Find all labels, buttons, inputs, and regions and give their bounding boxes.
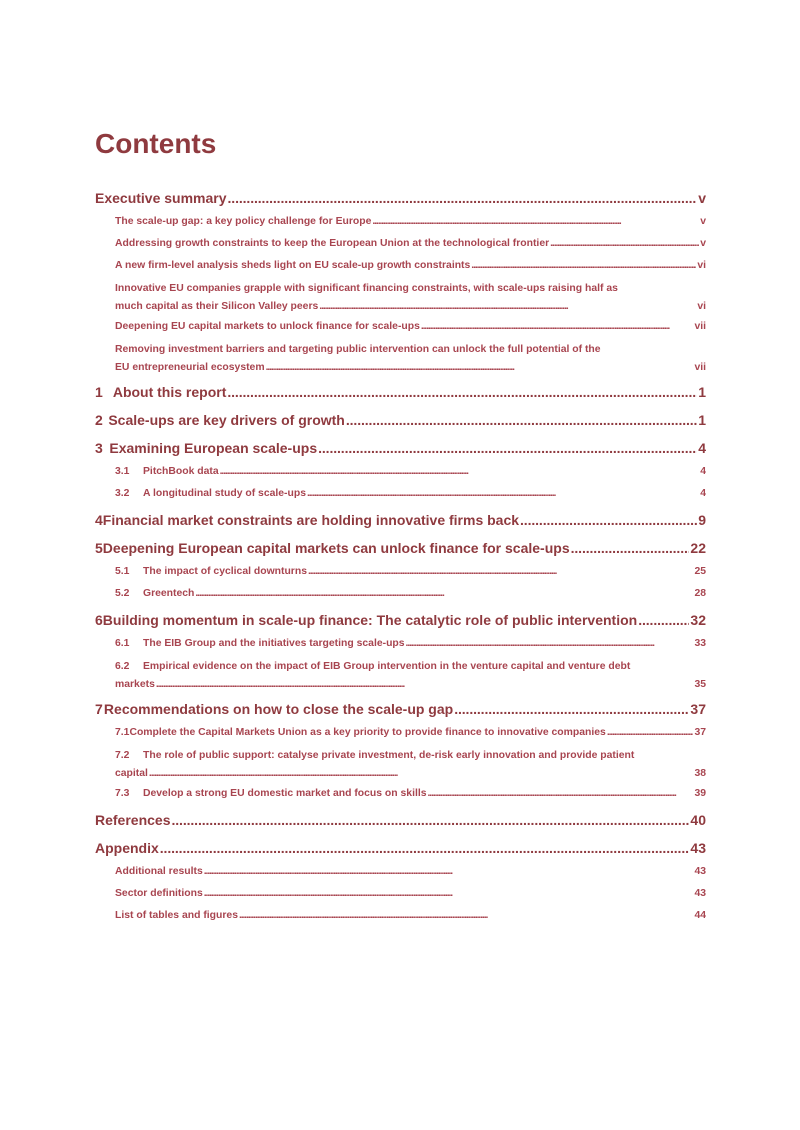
toc-page: 25 [694,565,706,577]
toc-label: A new firm-level analysis sheds light on EU scale-up growth constraints [115,259,471,271]
toc-entry-section-1[interactable] [95,380,706,404]
toc-label: The EIB Group and the initiatives targeting scale-ups [143,637,405,649]
toc-entry-section-3[interactable] [95,436,706,460]
toc-page: 43 [694,865,706,877]
toc-number: 6 [95,612,103,628]
toc-page: 33 [694,637,706,649]
toc-page: v [700,215,706,227]
toc-entry-growth-constraints[interactable] [95,232,706,254]
page-title: Contents [95,128,217,159]
toc-number: 4 [95,512,103,528]
toc-entry-section-6-2[interactable] [95,659,706,693]
toc-page: 44 [694,909,706,921]
toc-label-line1: Empirical evidence on the impact of EIB Group intervention in the venture capital and venture debt [143,661,631,672]
toc-label: List of tables and figures [115,909,238,921]
toc-page: 4 [700,465,706,477]
toc-entry-section-5-1[interactable] [95,560,706,582]
toc-page: 37 [694,726,706,738]
toc-label-line2: much capital as their Silicon Valley peers [115,300,319,312]
toc-label-line2: capital [115,767,148,779]
toc-number: 3 [95,440,103,456]
toc-page: 40 [690,812,706,828]
toc-number: 7.3 [115,787,130,799]
toc-label-line1: The role of public support: catalyse private investment, de-risk early innovation and provide patient [143,750,635,761]
toc-page: 37 [690,701,706,717]
toc-entry-section-6-1[interactable] [95,632,706,654]
toc-page: 38 [694,767,706,779]
toc-label: PitchBook data [143,465,219,477]
toc-entry-sector-definitions[interactable] [95,882,706,904]
toc-entry-appendix[interactable] [95,836,706,860]
toc-page: 43 [694,887,706,899]
toc-page: 35 [694,678,706,690]
toc-label: Financial market constraints are holding innovative firms back [102,512,520,528]
toc-label: The scale-up gap: a key policy challenge for Europe [115,215,372,227]
toc-number: 7 [95,701,103,717]
toc-entry-list-of-tables-figures[interactable] [95,904,706,926]
toc-entry-section-2[interactable] [95,408,706,432]
toc-label: A longitudinal study of scale-ups [143,487,306,499]
toc-page: 9 [698,512,706,528]
toc-page: vi [697,300,706,312]
toc-label: Greentech [143,587,195,599]
toc-entry-additional-results[interactable] [95,860,706,882]
toc-entry-scale-up-gap[interactable] [95,210,706,232]
toc-label-line1: Innovative EU companies grapple with significant financing constraints, with scale-ups raising half as [115,283,618,294]
toc-label: Addressing growth constraints to keep the European Union at the technological frontier [115,237,550,249]
toc-entry-section-7[interactable] [95,697,706,721]
toc-entry-financing-constraints[interactable] [95,281,706,315]
toc-number: 7.2 [115,750,130,761]
toc-page: 4 [700,487,706,499]
toc-entry-references[interactable] [95,808,706,832]
toc-label-line2: EU entrepreneurial ecosystem [115,361,265,373]
toc-page: 43 [690,840,706,856]
toc-label: Examining European scale-ups [109,440,318,456]
toc-page: v [700,237,706,249]
toc-page: v [698,190,706,206]
toc-label: Additional results [115,865,203,877]
toc-page: 28 [694,587,706,599]
toc-label: Appendix [95,840,159,856]
toc-label: Complete the Capital Markets Union as a key priority to provide finance to innovative companies [129,726,606,738]
toc-number: 5.1 [115,565,130,577]
toc-entry-section-7-1[interactable] [95,721,706,743]
toc-label: Executive summary [95,190,227,206]
toc-entry-removing-investment-barriers[interactable] [95,342,706,376]
toc-entry-deepening-eu-capital-markets[interactable] [95,315,706,337]
toc-page: 4 [698,440,706,456]
toc-label: Recommendations on how to close the scale-up gap [103,701,454,717]
toc-entry-section-6[interactable] [95,608,706,632]
toc-page: 1 [698,412,706,428]
toc-entry-section-3-1[interactable] [95,460,706,482]
toc-label: Deepening European capital markets can unlock finance for scale-ups [102,540,570,556]
toc-entry-section-5-2[interactable] [95,582,706,604]
toc-number: 3.1 [115,465,130,477]
toc-page: 1 [698,384,706,400]
toc-page: 22 [690,540,706,556]
toc-number: 6.2 [115,661,130,672]
toc-entry-section-7-3[interactable] [95,782,706,804]
toc-entry-section-5[interactable] [95,536,706,560]
toc-label: Building momentum in scale-up finance: The catalytic role of public intervention [102,612,638,628]
toc-number: 5.2 [115,587,130,599]
toc-label: About this report [112,384,227,400]
toc-label: Develop a strong EU domestic market and focus on skills [143,787,427,799]
toc-label: Scale-ups are key drivers of growth [108,412,345,428]
toc-page: vii [694,320,706,332]
toc-number: 1 [95,384,103,400]
toc-label: Sector definitions [115,887,203,899]
table-of-contents [95,186,706,926]
toc-number: 5 [95,540,103,556]
toc-number: 7.1 [115,726,130,738]
toc-label-line1: Removing investment barriers and targeting public intervention can unlock the full potential of the [115,344,601,355]
toc-number: 6.1 [115,637,130,649]
toc-entry-section-4[interactable] [95,508,706,532]
toc-page: vii [694,361,706,373]
toc-label-line2: markets [115,678,155,690]
toc-entry-section-3-2[interactable] [95,482,706,504]
toc-number: 3.2 [115,487,130,499]
toc-label: Deepening EU capital markets to unlock finance for scale-ups [115,320,420,332]
toc-label: The impact of cyclical downturns [143,565,307,577]
toc-page: 32 [690,612,706,628]
toc-entry-firm-level-analysis[interactable] [95,254,706,276]
toc-entry-section-7-2[interactable] [95,748,706,782]
toc-entry-executive-summary[interactable] [95,186,706,210]
toc-page: 39 [694,787,706,799]
toc-page: vi [697,259,706,271]
toc-label: References [95,812,171,828]
toc-number: 2 [95,412,103,428]
